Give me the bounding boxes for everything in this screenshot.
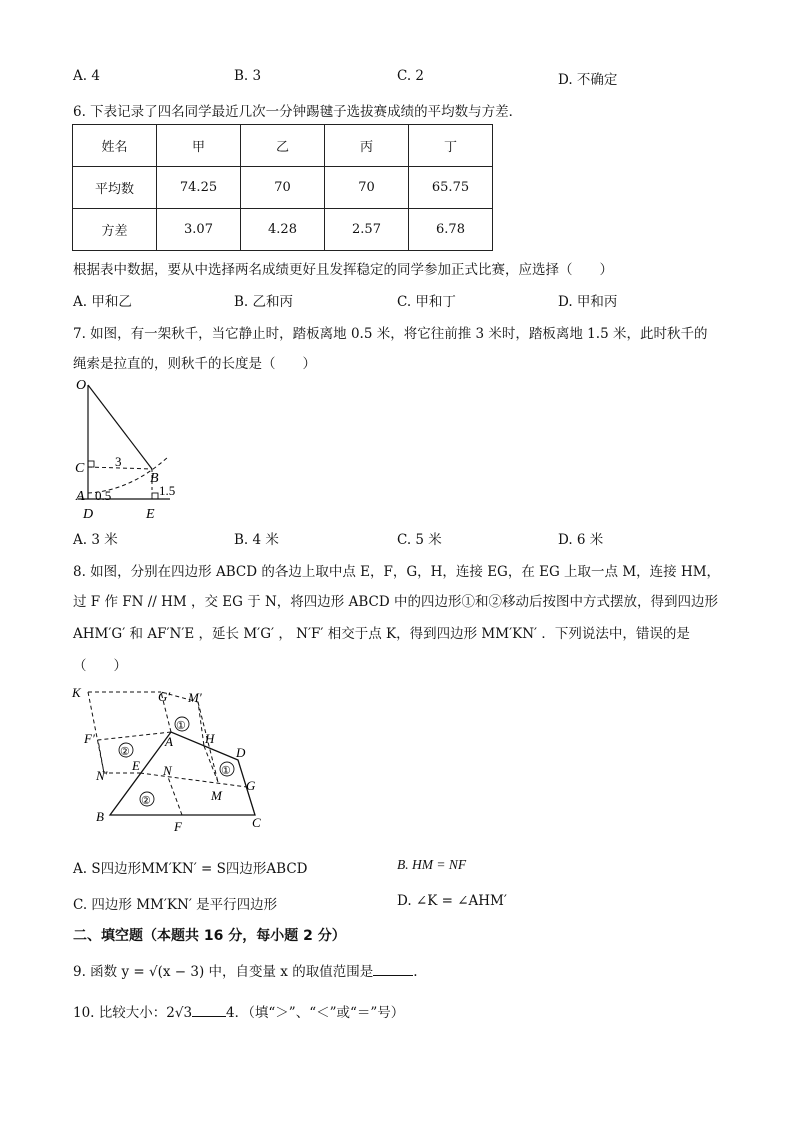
q7-line2: 绳索是拉直的，则秋千的长度是（ ）: [73, 356, 316, 372]
table-cell: 70: [325, 167, 409, 209]
label-N: N: [163, 763, 172, 778]
q5-option-b: B. 3: [234, 68, 262, 84]
q8-line4: （ ）: [73, 658, 127, 674]
table-cell: 65.75: [409, 167, 493, 209]
table-cell: 姓名: [73, 125, 157, 167]
label-G: G: [246, 778, 256, 793]
q8-option-a: A. S四边形MM′KN′ = S四边形ABCD: [73, 861, 308, 877]
table-cell: 4.28: [241, 209, 325, 251]
table-cell: 平均数: [73, 167, 157, 209]
q8-line2: 过 F 作 FN // HM ，交 EG 于 N，将四边形 ABCD 中的四边形①和②移动后按图中方式摆放，得到四边形: [73, 594, 718, 610]
label-M-prime: M′: [188, 690, 202, 705]
table-cell: 方差: [73, 209, 157, 251]
label-3: 3: [115, 454, 122, 469]
table-cell: 74.25: [157, 167, 241, 209]
q5-option-c: C. 2: [397, 68, 425, 84]
table-cell: 2.57: [325, 209, 409, 251]
quadrilateral-figure: [68, 680, 278, 840]
q5-option-a: A. 4: [73, 68, 100, 84]
label-circle-1b: ①: [221, 765, 231, 777]
q7-option-a: A. 3 米: [73, 532, 118, 548]
label-E: E: [132, 758, 140, 773]
label-C: C: [252, 815, 261, 830]
q9-line: [73, 960, 418, 980]
swing-figure: [70, 373, 190, 523]
q9-suffix: .: [413, 964, 418, 980]
table-cell: 乙: [241, 125, 325, 167]
table-row: [73, 209, 493, 251]
q10-prefix: 10. 比较大小：2√3: [73, 1005, 193, 1021]
label-circle-2a: ②: [120, 746, 130, 758]
label-0-5: 0.5: [95, 488, 112, 503]
q6-question: 根据表中数据，要从中选择两名成绩更好且发挥稳定的同学参加正式比赛，应选择（ ）: [73, 262, 613, 278]
q7-option-d: D. 6 米: [558, 532, 604, 548]
label-A: A: [165, 734, 173, 749]
label-N-prime: N′: [96, 768, 108, 783]
table-cell: 70: [241, 167, 325, 209]
q6-option-c: C. 甲和丁: [397, 294, 456, 310]
section-2-heading: 二、填空题（本题共 16 分，每小题 2 分）: [73, 928, 346, 944]
q9-answer-blank: [373, 963, 413, 976]
label-circle-1a: ①: [176, 720, 186, 732]
table-cell: 丁: [409, 125, 493, 167]
q6-option-a: A. 甲和乙: [73, 294, 132, 310]
label-B: B: [150, 471, 159, 486]
label-K: K: [72, 685, 81, 700]
label-1-5: 1.5: [159, 483, 176, 498]
label-G-prime: G′: [158, 689, 171, 704]
table-cell: 3.07: [157, 209, 241, 251]
q7-option-c: C. 5 米: [397, 532, 442, 548]
q9-prefix: 9. 函数 y = √(x − 3) 中，自变量 x 的取值范围是: [73, 964, 374, 980]
q5-option-d: D. 不确定: [558, 72, 618, 88]
label-circle-2b: ②: [141, 795, 151, 807]
q8-line1: 8. 如图，分别在四边形 ABCD 的各边上取中点 E，F，G，H，连接 EG，在 EG 上取一点 M，连接 HM，: [73, 564, 721, 580]
label-F: F: [174, 819, 182, 834]
table-cell: 甲: [157, 125, 241, 167]
table-cell: 6.78: [409, 209, 493, 251]
label-D: D: [236, 745, 246, 760]
q10-line: [73, 1001, 404, 1021]
q8-option-b: B. HM = NF: [397, 857, 467, 872]
table-row: [73, 125, 493, 167]
label-A: A: [76, 489, 85, 504]
q8-line3: AHM′G′ 和 AF′N′E ，延长 M′G′ ， N′F′ 相交于点 K，得到四边形 MM′KN′ ．下列说法中，错误的是: [73, 626, 690, 642]
label-O: O: [76, 378, 87, 393]
label-D: D: [83, 507, 94, 522]
label-C: C: [75, 461, 85, 476]
q6-option-d: D. 甲和丙: [558, 294, 618, 310]
q8-option-c: C. 四边形 MM′KN′ 是平行四边形: [73, 897, 278, 913]
label-F-prime: F′: [84, 731, 95, 746]
q10-suffix: 4．（填“＞”、“＜”或“＝”号）: [226, 1005, 405, 1021]
table-cell: 丙: [325, 125, 409, 167]
label-E: E: [146, 507, 155, 522]
q7-option-b: B. 4 米: [234, 532, 279, 548]
label-M: M: [211, 788, 222, 803]
q6-option-b: B. 乙和丙: [234, 294, 294, 310]
table-row: [73, 167, 493, 209]
q7-line1: 7. 如图，有一架秋千，当它静止时，踏板离地 0.5 米，将它往前推 3 米时，踏板离地 1.5 米，此时秋千的: [73, 326, 708, 342]
q6-stem: 6. 下表记录了四名同学最近几次一分钟踢毽子选拔赛成绩的平均数与方差．: [73, 104, 523, 120]
q10-answer-blank: [192, 1004, 226, 1017]
label-H: H: [205, 731, 215, 746]
score-table: [72, 124, 493, 251]
q8-option-d: D. ∠K = ∠AHM′: [397, 893, 507, 909]
label-B: B: [96, 809, 104, 824]
